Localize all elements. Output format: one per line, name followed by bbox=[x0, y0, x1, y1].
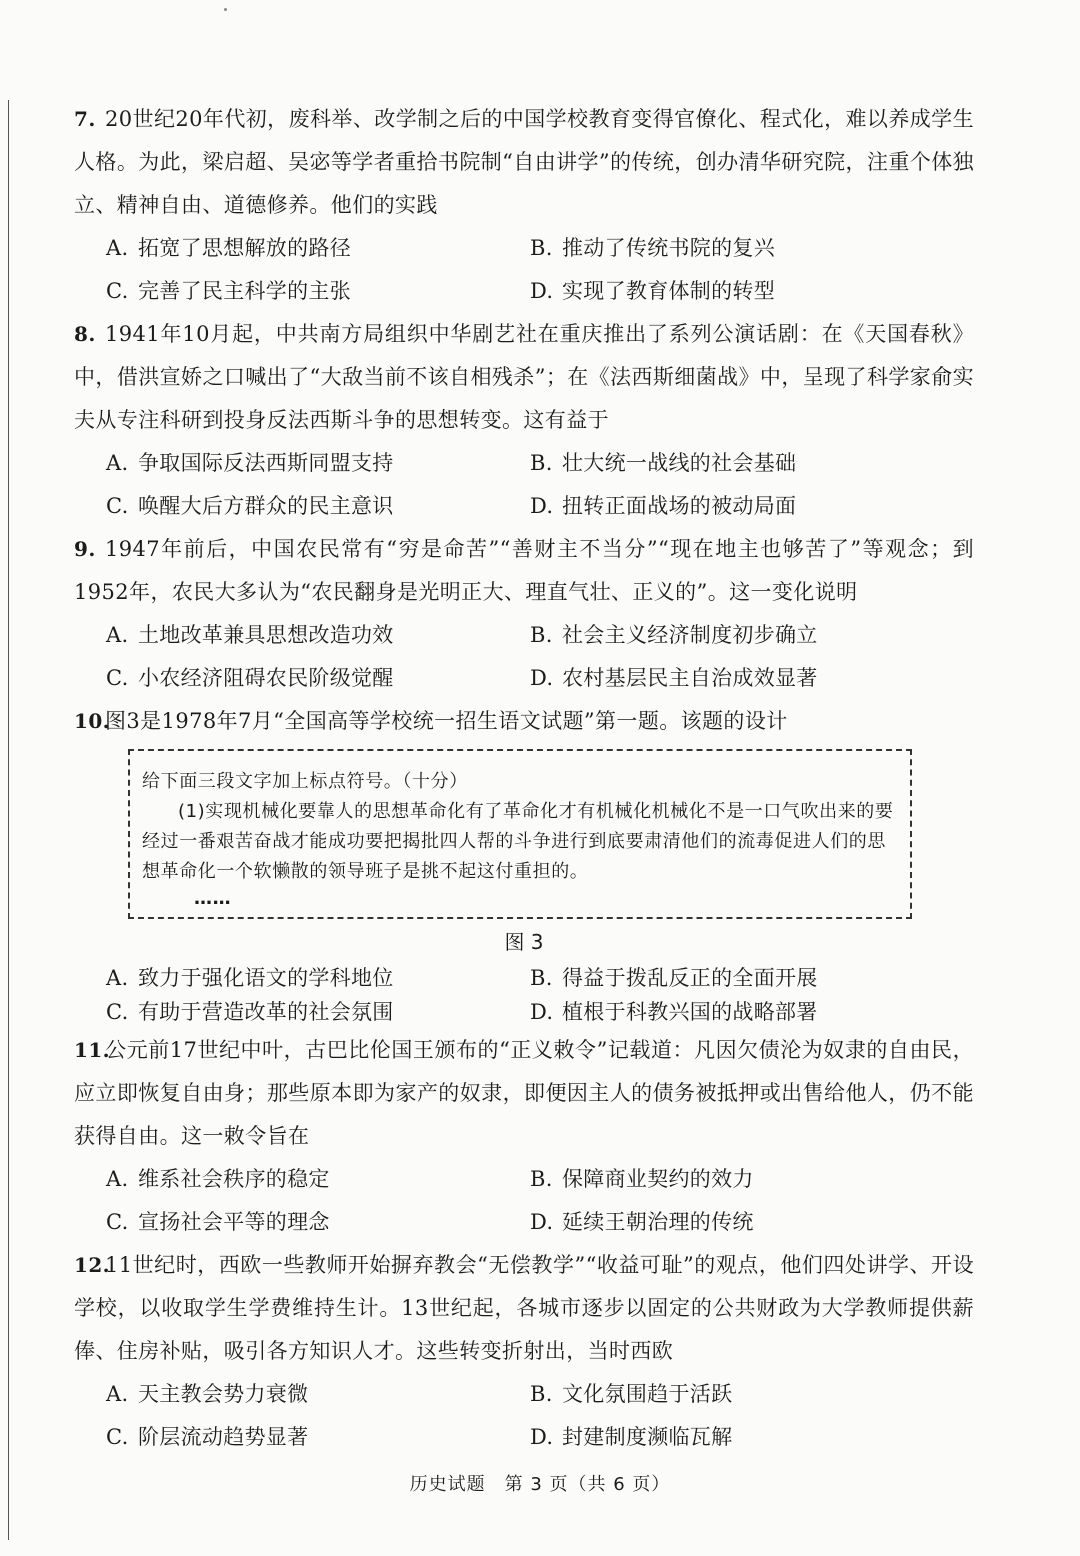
question-number: 8. bbox=[74, 322, 96, 346]
option-letter: B. bbox=[530, 236, 553, 260]
question-text: 公元前17世纪中叶，古巴比伦国王颁布的“正义敕令”记载道：凡因欠债沦为奴隶的自由民，应立即恢复自由身；那些原本即为家产的奴隶，即便因主人的债务被抵押或出售给他人，仍不能获得自由。这一敕令旨在 bbox=[74, 1038, 974, 1148]
option-letter: B. bbox=[530, 1167, 553, 1191]
figure-instruction: 给下面三段文字加上标点符号。（十分） bbox=[142, 771, 468, 792]
scan-speck bbox=[224, 8, 227, 11]
question-8 bbox=[74, 313, 974, 528]
option-text: 文化氛围趋于活跃 bbox=[562, 1382, 733, 1406]
option-text: 实现了教育体制的转型 bbox=[562, 279, 775, 303]
option-a[interactable] bbox=[106, 961, 530, 995]
figure-passage: (1)实现机械化要靠人的思想革命化有了革命化才有机械化机械化不是一口气吹出来的要经过一番艰苦奋战才能成功要把揭批四人帮的斗争进行到底要肃清他们的流毒促进人们的思想革命化一个软懒散的领导班子是挑不起这付重担的。 bbox=[142, 801, 894, 882]
option-text: 天主教会势力衰微 bbox=[138, 1382, 309, 1406]
option-text: 宣扬社会平等的理念 bbox=[138, 1210, 330, 1234]
option-c[interactable] bbox=[106, 485, 530, 528]
option-letter: C. bbox=[106, 666, 129, 690]
option-d[interactable] bbox=[530, 657, 954, 700]
question-number: 9. bbox=[74, 537, 96, 561]
option-a[interactable] bbox=[106, 1373, 530, 1416]
option-text: 完善了民主科学的主张 bbox=[138, 279, 351, 303]
option-text: 唤醒大后方群众的民主意识 bbox=[138, 494, 394, 518]
question-11 bbox=[74, 1029, 974, 1244]
option-c[interactable] bbox=[106, 1201, 530, 1244]
option-d[interactable] bbox=[530, 1416, 954, 1459]
question-stem bbox=[74, 98, 974, 227]
option-text: 小农经济阻碍农民阶级觉醒 bbox=[138, 666, 394, 690]
option-b[interactable] bbox=[530, 1158, 954, 1201]
option-c[interactable] bbox=[106, 270, 530, 313]
option-c[interactable] bbox=[106, 995, 530, 1029]
option-letter: A. bbox=[106, 966, 129, 990]
question-stem bbox=[74, 313, 974, 442]
question-12 bbox=[74, 1244, 974, 1459]
option-letter: B. bbox=[530, 1382, 553, 1406]
option-text: 推动了传统书院的复兴 bbox=[562, 236, 775, 260]
option-grid bbox=[106, 1158, 974, 1244]
question-10 bbox=[74, 700, 974, 1029]
option-text: 阶层流动趋势显著 bbox=[138, 1425, 309, 1449]
option-text: 封建制度濒临瓦解 bbox=[562, 1425, 733, 1449]
question-number: 7. bbox=[74, 107, 96, 131]
question-number: 10. bbox=[74, 709, 110, 733]
option-text: 土地改革兼具思想改造功效 bbox=[138, 623, 394, 647]
option-grid bbox=[106, 961, 974, 1029]
option-text: 保障商业契约的效力 bbox=[562, 1167, 754, 1191]
option-letter: C. bbox=[106, 279, 129, 303]
option-letter: D. bbox=[530, 494, 554, 518]
option-letter: A. bbox=[106, 451, 129, 475]
option-letter: A. bbox=[106, 236, 129, 260]
option-letter: B. bbox=[530, 966, 553, 990]
option-d[interactable] bbox=[530, 995, 954, 1029]
option-text: 维系社会秩序的稳定 bbox=[138, 1167, 330, 1191]
option-letter: C. bbox=[106, 1210, 129, 1234]
option-text: 争取国际反法西斯同盟支持 bbox=[138, 451, 394, 475]
option-b[interactable] bbox=[530, 614, 954, 657]
question-text: 1947年前后，中国农民常有“穷是命苦”“善财主不当分”“现在地主也够苦了”等观念；到1952年，农民大多认为“农民翻身是光明正大、理直气壮、正义的”。这一变化说明 bbox=[74, 537, 974, 604]
option-b[interactable] bbox=[530, 961, 954, 995]
option-text: 植根于科教兴国的战略部署 bbox=[562, 1000, 818, 1024]
option-text: 扭转正面战场的被动局面 bbox=[562, 494, 797, 518]
question-text: 1941年10月起，中共南方局组织中华剧艺社在重庆推出了系列公演话剧：在《天国春秋》中，借洪宣娇之口喊出了“大敌当前不该自相残杀”；在《法西斯细菌战》中，呈现了科学家俞实夫从专注科研到投身反法西斯斗争的思想转变。这有益于 bbox=[74, 322, 974, 432]
option-letter: C. bbox=[106, 1425, 129, 1449]
option-b[interactable] bbox=[530, 227, 954, 270]
figure-caption: 图 3 bbox=[504, 930, 544, 954]
option-c[interactable] bbox=[106, 1416, 530, 1459]
option-grid bbox=[106, 442, 974, 528]
option-d[interactable] bbox=[530, 1201, 954, 1244]
option-letter: D. bbox=[530, 1425, 554, 1449]
question-7 bbox=[74, 98, 974, 313]
option-text: 致力于强化语文的学科地位 bbox=[138, 966, 394, 990]
option-b[interactable] bbox=[530, 1373, 954, 1416]
option-text: 社会主义经济制度初步确立 bbox=[562, 623, 818, 647]
option-c[interactable] bbox=[106, 657, 530, 700]
option-grid bbox=[106, 614, 974, 700]
option-letter: C. bbox=[106, 494, 129, 518]
option-letter: D. bbox=[530, 1000, 554, 1024]
option-text: 延续王朝治理的传统 bbox=[562, 1210, 754, 1234]
option-text: 有助于营造改革的社会氛围 bbox=[138, 1000, 394, 1024]
question-number: 11. bbox=[74, 1038, 110, 1062]
question-text: 11世纪时，西欧一些教师开始摒弃教会“无偿教学”“收益可耻”的观点，他们四处讲学、开设学校，以收取学生学费维持生计。13世纪起，各城市逐步以固定的公共财政为大学教师提供薪俸、住房补贴，吸引各方知识人才。这些转变折射出，当时西欧 bbox=[74, 1253, 974, 1363]
option-a[interactable] bbox=[106, 614, 530, 657]
option-d[interactable] bbox=[530, 485, 954, 528]
page-footer: 历史试题 第 3 页（共 6 页） bbox=[409, 1474, 671, 1495]
exam-page bbox=[74, 98, 974, 1459]
option-text: 农村基层民主自治成效显著 bbox=[562, 666, 818, 690]
option-letter: A. bbox=[106, 623, 129, 647]
question-9 bbox=[74, 528, 974, 700]
option-letter: D. bbox=[530, 1210, 554, 1234]
option-letter: A. bbox=[106, 1167, 129, 1191]
option-letter: B. bbox=[530, 451, 553, 475]
figure-ellipsis: …… bbox=[194, 888, 232, 909]
option-letter: C. bbox=[106, 1000, 129, 1024]
option-grid bbox=[106, 1373, 974, 1459]
option-text: 拓宽了思想解放的路径 bbox=[138, 236, 351, 260]
option-d[interactable] bbox=[530, 270, 954, 313]
question-stem bbox=[74, 1029, 974, 1158]
question-stem bbox=[74, 700, 974, 743]
option-letter: A. bbox=[106, 1382, 129, 1406]
option-text: 壮大统一战线的社会基础 bbox=[562, 451, 797, 475]
question-text: 20世纪20年代初，废科举、改学制之后的中国学校教育变得官僚化、程式化，难以养成学生人格。为此，梁启超、吴宓等学者重拾书院制“自由讲学”的传统，创办清华研究院，注重个体独立、精神自由、道德修养。他们的实践 bbox=[74, 107, 974, 217]
option-a[interactable] bbox=[106, 442, 530, 485]
option-a[interactable] bbox=[106, 1158, 530, 1201]
option-a[interactable] bbox=[106, 227, 530, 270]
question-stem bbox=[74, 1244, 974, 1373]
option-letter: B. bbox=[530, 623, 553, 647]
figure-3-box bbox=[128, 749, 912, 919]
option-b[interactable] bbox=[530, 442, 954, 485]
option-letter: D. bbox=[530, 279, 554, 303]
question-stem bbox=[74, 528, 974, 614]
option-grid bbox=[106, 227, 974, 313]
binding-margin-line bbox=[8, 100, 9, 1540]
question-text: 图3是1978年7月“全国高等学校统一招生语文试题”第一题。该题的设计 bbox=[105, 709, 788, 733]
option-text: 得益于拨乱反正的全面开展 bbox=[562, 966, 818, 990]
option-letter: D. bbox=[530, 666, 554, 690]
question-number: 12. bbox=[74, 1253, 110, 1277]
